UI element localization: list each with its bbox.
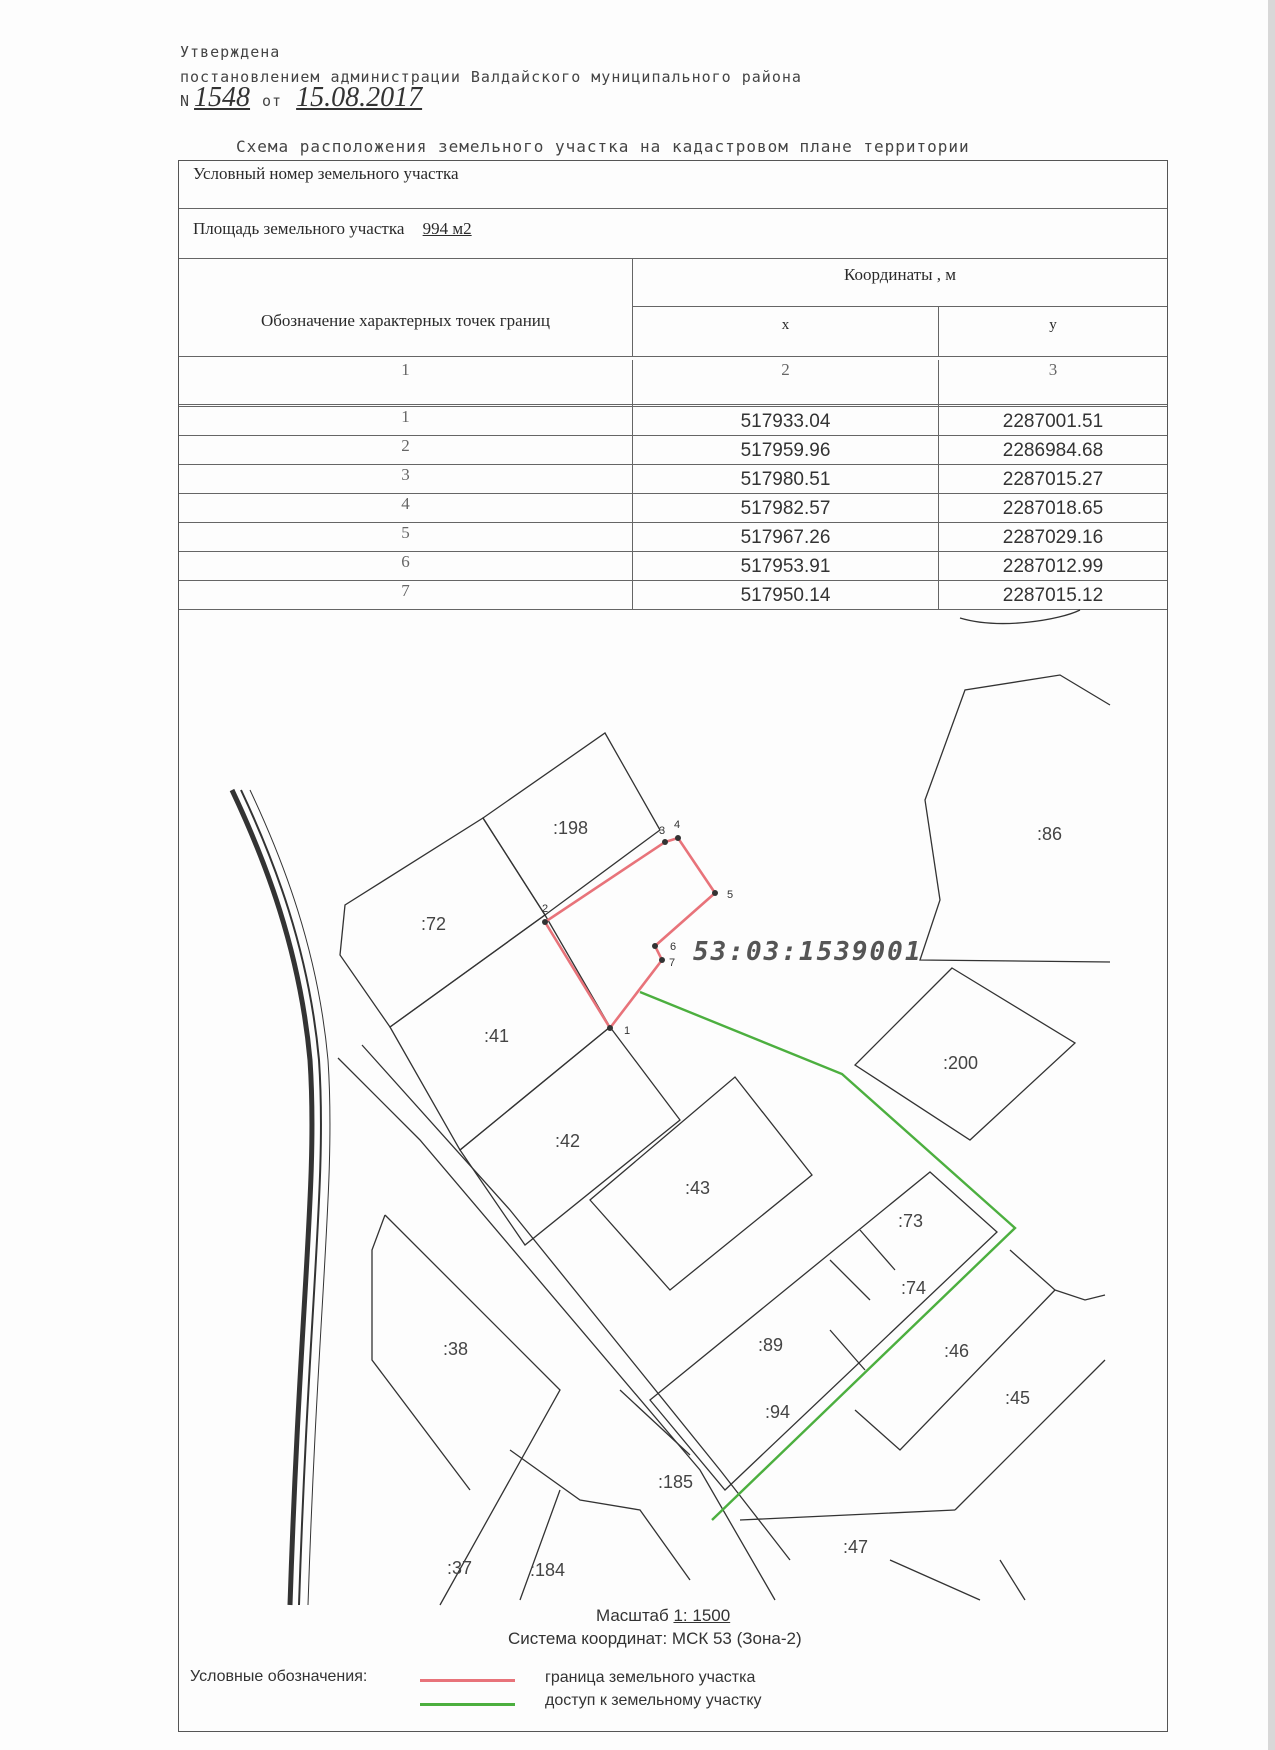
point-number: 4 <box>179 494 633 523</box>
boundary-point <box>659 957 665 963</box>
point-number: 1 <box>179 407 633 436</box>
road-185-right <box>362 1045 790 1560</box>
point-number: 6 <box>179 552 633 581</box>
parcel-label: :89 <box>758 1335 784 1355</box>
cadastral-quarter-number: 53:03:1539001 <box>693 937 923 967</box>
parcel-47 <box>740 1510 1025 1600</box>
scale-value: 1: 1500 <box>673 1606 731 1625</box>
point-y: 2287029.16 <box>1002 527 1104 548</box>
point-number: 2 <box>179 436 633 465</box>
plot-boundary <box>545 838 715 1028</box>
col-index-2: 2 <box>633 360 939 407</box>
decree-number: 1548 <box>194 82 251 113</box>
point-label: 3 <box>659 825 666 837</box>
legend-boundary-label: граница земельного участка <box>545 1669 756 1686</box>
legend-boundary-swatch <box>420 1679 515 1682</box>
parcel-label: :86 <box>1037 824 1063 844</box>
point-number: 5 <box>179 523 633 552</box>
parcel-label: :46 <box>944 1341 970 1361</box>
col-index-3: 3 <box>1048 360 1058 379</box>
parcel-label: :94 <box>765 1402 791 1422</box>
point-y: 2287015.27 <box>1002 469 1104 490</box>
document-title: Схема расположения земельного участка на кадастровом плане территории <box>236 137 970 156</box>
parcel-label: :184 <box>530 1560 566 1580</box>
x-header: x <box>633 307 939 357</box>
coordinate-system: Система координат: МСК 53 (Зона-2) <box>508 1629 802 1648</box>
parcel-label: :73 <box>898 1211 924 1231</box>
points-header: Обозначение характерных точек границ <box>179 259 633 357</box>
boundary-point <box>662 839 668 845</box>
parcel-label: :38 <box>443 1339 469 1359</box>
legend-title: Условные обозначения: <box>190 1668 368 1685</box>
scale-line <box>596 1606 730 1626</box>
approval-line-1: Утверждена <box>180 43 281 61</box>
boundary-point <box>542 919 548 925</box>
point-y: 2287015.12 <box>1002 585 1104 606</box>
approval-line-2: постановлением администрации Валдайского муниципального района <box>180 68 802 86</box>
boundary-top <box>960 610 1080 623</box>
parcel-label: :74 <box>901 1278 927 1298</box>
point-y: 2286984.68 <box>1002 440 1104 461</box>
map-linework <box>232 610 1110 1605</box>
railway-line <box>232 790 312 1605</box>
parcel-label: :42 <box>555 1131 581 1151</box>
decree-date: 15.08.2017 <box>296 82 423 113</box>
point-y: 2287018.65 <box>1002 498 1104 519</box>
parcel-38 <box>372 1215 560 1605</box>
parcel-label: :41 <box>484 1026 510 1046</box>
point-y: 2287012.99 <box>1002 556 1104 577</box>
parcel-label: :37 <box>447 1558 473 1578</box>
legend-access-swatch <box>420 1703 515 1706</box>
boundary-point <box>607 1025 613 1031</box>
parcel-label: :185 <box>658 1472 694 1492</box>
point-x: 517982.57 <box>633 494 939 523</box>
parcel-label: :43 <box>685 1178 711 1198</box>
area-label: Площадь земельного участка <box>193 219 405 238</box>
point-label: 6 <box>670 941 677 953</box>
point-x: 517959.96 <box>633 436 939 465</box>
boundary-point <box>712 890 718 896</box>
point-x: 517953.91 <box>633 552 939 581</box>
point-label: 1 <box>624 1025 631 1037</box>
parcel-89-73 <box>650 1172 997 1490</box>
point-number: 7 <box>179 581 633 610</box>
boundary-point <box>652 943 658 949</box>
point-label: 5 <box>727 889 734 901</box>
point-label: 4 <box>674 819 681 831</box>
point-x: 517980.51 <box>633 465 939 494</box>
parcel-label: :198 <box>553 818 589 838</box>
point-x: 517950.14 <box>633 581 939 610</box>
scan-edge <box>1268 0 1275 1750</box>
number-prefix: N <box>180 92 191 110</box>
parcel-label: :47 <box>843 1537 869 1557</box>
date-prefix: от <box>262 92 283 110</box>
conditional-number-label: Условный номер земельного участка <box>193 164 459 183</box>
point-x: 517933.04 <box>633 407 939 436</box>
parcel-label: :200 <box>943 1053 979 1073</box>
area-value: 994 м2 <box>422 219 472 238</box>
point-x: 517967.26 <box>633 523 939 552</box>
parcel-86 <box>920 675 1110 962</box>
point-label: 2 <box>542 903 549 915</box>
parcel-label: :45 <box>1005 1388 1031 1408</box>
point-label: 7 <box>669 957 676 969</box>
boundary-point <box>675 835 681 841</box>
point-y: 2287001.51 <box>1002 411 1104 432</box>
legend-access-label: доступ к земельному участку <box>545 1692 762 1709</box>
point-number: 3 <box>179 465 633 494</box>
y-header: y <box>1049 317 1057 333</box>
coords-header: Координаты , м <box>633 259 1167 307</box>
scale-prefix: Масштаб <box>596 1606 669 1625</box>
parcel-label: :72 <box>421 914 447 934</box>
point-labels <box>542 819 733 1037</box>
col-index-1: 1 <box>179 360 633 407</box>
